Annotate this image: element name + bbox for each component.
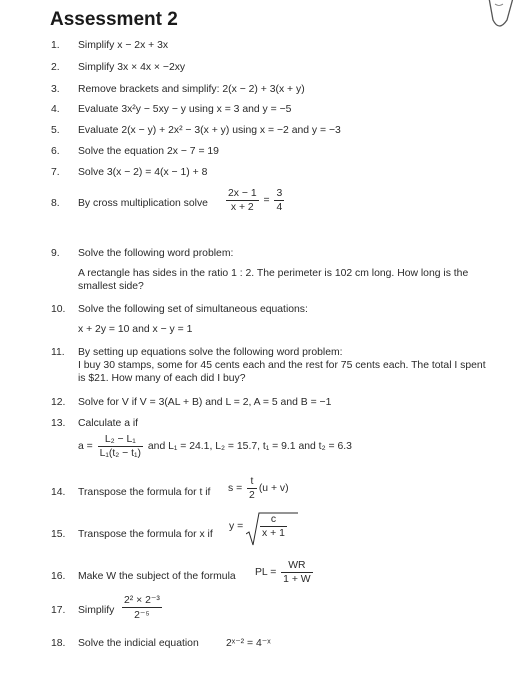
formula-s (228, 476, 289, 501)
corner-seal-icon (481, 0, 517, 36)
fraction-numerator: 3 (276, 188, 283, 199)
question-number: 8. (51, 198, 60, 209)
question-number: 1. (51, 40, 60, 51)
formula-pl (255, 560, 315, 585)
formula-a (78, 434, 352, 459)
formula-lhs: y = (229, 521, 244, 532)
square-root-icon (246, 514, 289, 539)
question-number: 16. (51, 571, 66, 582)
question-number: 2. (51, 62, 60, 73)
fraction-numerator: L₂ − L₁ (104, 434, 136, 445)
formula-lhs: s = (228, 483, 243, 494)
question-number: 3. (51, 84, 60, 95)
fraction-numerator: t (250, 476, 254, 487)
question-text: Calculate a if (78, 418, 139, 429)
fraction-numerator: 2x − 1 (228, 188, 257, 199)
question-text: Make W the subject of the formula (78, 571, 236, 582)
question-number: 18. (51, 638, 66, 649)
fraction-denominator: L₁(t₂ − t₁) (99, 448, 141, 459)
question-number: 6. (51, 146, 60, 157)
question-number: 17. (51, 605, 66, 616)
fraction-denominator: x + 2 (226, 200, 259, 213)
question-number: 13. (51, 418, 66, 429)
question-number: 9. (51, 248, 60, 259)
question-number: 15. (51, 529, 66, 540)
question-text: Simplify 3x × 4x × −2xy (78, 62, 186, 73)
question-number: 14. (51, 487, 66, 498)
fraction-equation: $\frac{2x - 1}{x + 2}$ = $\frac{3}{4}$ (228, 188, 283, 213)
question-number: 10. (51, 304, 66, 315)
question-text: Solve for V if V = 3(AL + B) and L = 2, A = 5 and B = −1 (78, 397, 332, 408)
question-text: Remove brackets and simplify: 2(x − 2) + 3(x + y) (78, 84, 305, 95)
formula-values: and L₁ = 24.1, L₂ = 15.7, t₁ = 9.1 and t₂ = 6.3 (147, 441, 352, 452)
question-text: Simplify x − 2x + 3x (78, 40, 169, 51)
formula-y (229, 514, 289, 539)
question-number: 12. (51, 397, 66, 408)
question-text: Solve the indicial equation (78, 638, 199, 649)
question-text: Transpose the formula for t if (78, 487, 211, 498)
formula-lhs: PL = (255, 567, 277, 578)
fraction-numerator: WR (288, 560, 306, 571)
formula-rest: (u + v) (258, 483, 289, 494)
question-text: Solve the following set of simultaneous equations: (78, 304, 308, 315)
question-text: Evaluate 3x²y − 5xy − y using x = 3 and y = −5 (78, 104, 292, 115)
word-problem-text: I buy 30 stamps, some for 45 cents each and the rest for 75 cents each. The total I spent is $21. How many of each did I buy? (78, 360, 486, 384)
indicial-equation: 2ˣ⁻² = 4⁻ˣ (226, 638, 271, 649)
question-text: Solve the equation 2x − 7 = 19 (78, 146, 219, 157)
question-number: 5. (51, 125, 60, 136)
question-text: Transpose the formula for x if (78, 529, 213, 540)
question-text: Solve the following word problem: (78, 248, 234, 259)
fraction-denominator: 2⁻⁵ (122, 607, 162, 621)
question-number: 7. (51, 167, 60, 178)
question-text: By setting up equations solve the following word problem: (78, 347, 343, 358)
fraction-numerator: c (270, 514, 277, 525)
page-title: Assessment 2 (50, 9, 178, 30)
question-text: Evaluate 2(x − y) + 2x² − 3(x + y) using x = −2 and y = −3 (78, 125, 341, 136)
formula-lhs: a = (78, 441, 93, 452)
question-text: Solve 3(x − 2) = 4(x − 1) + 8 (78, 167, 208, 178)
question-number: 11. (51, 347, 65, 358)
equations-text: x + 2y = 10 and x − y = 1 (78, 324, 193, 335)
question-number: 4. (51, 104, 60, 115)
question-text: Simplify (78, 605, 115, 616)
formula-simplify (120, 594, 164, 621)
fraction-denominator: 4 (276, 202, 283, 213)
fraction-denominator: x + 1 (262, 528, 285, 539)
fraction-numerator: 2² × 2⁻³ (124, 595, 160, 606)
fraction-denominator: 1 + W (283, 574, 311, 585)
word-problem-text: A rectangle has sides in the ratio 1 : 2. The perimeter is 102 cm long. How long is the smallest side? (78, 268, 469, 292)
fraction-denominator: 2 (249, 490, 255, 501)
question-text: By cross multiplication solve (78, 198, 208, 209)
